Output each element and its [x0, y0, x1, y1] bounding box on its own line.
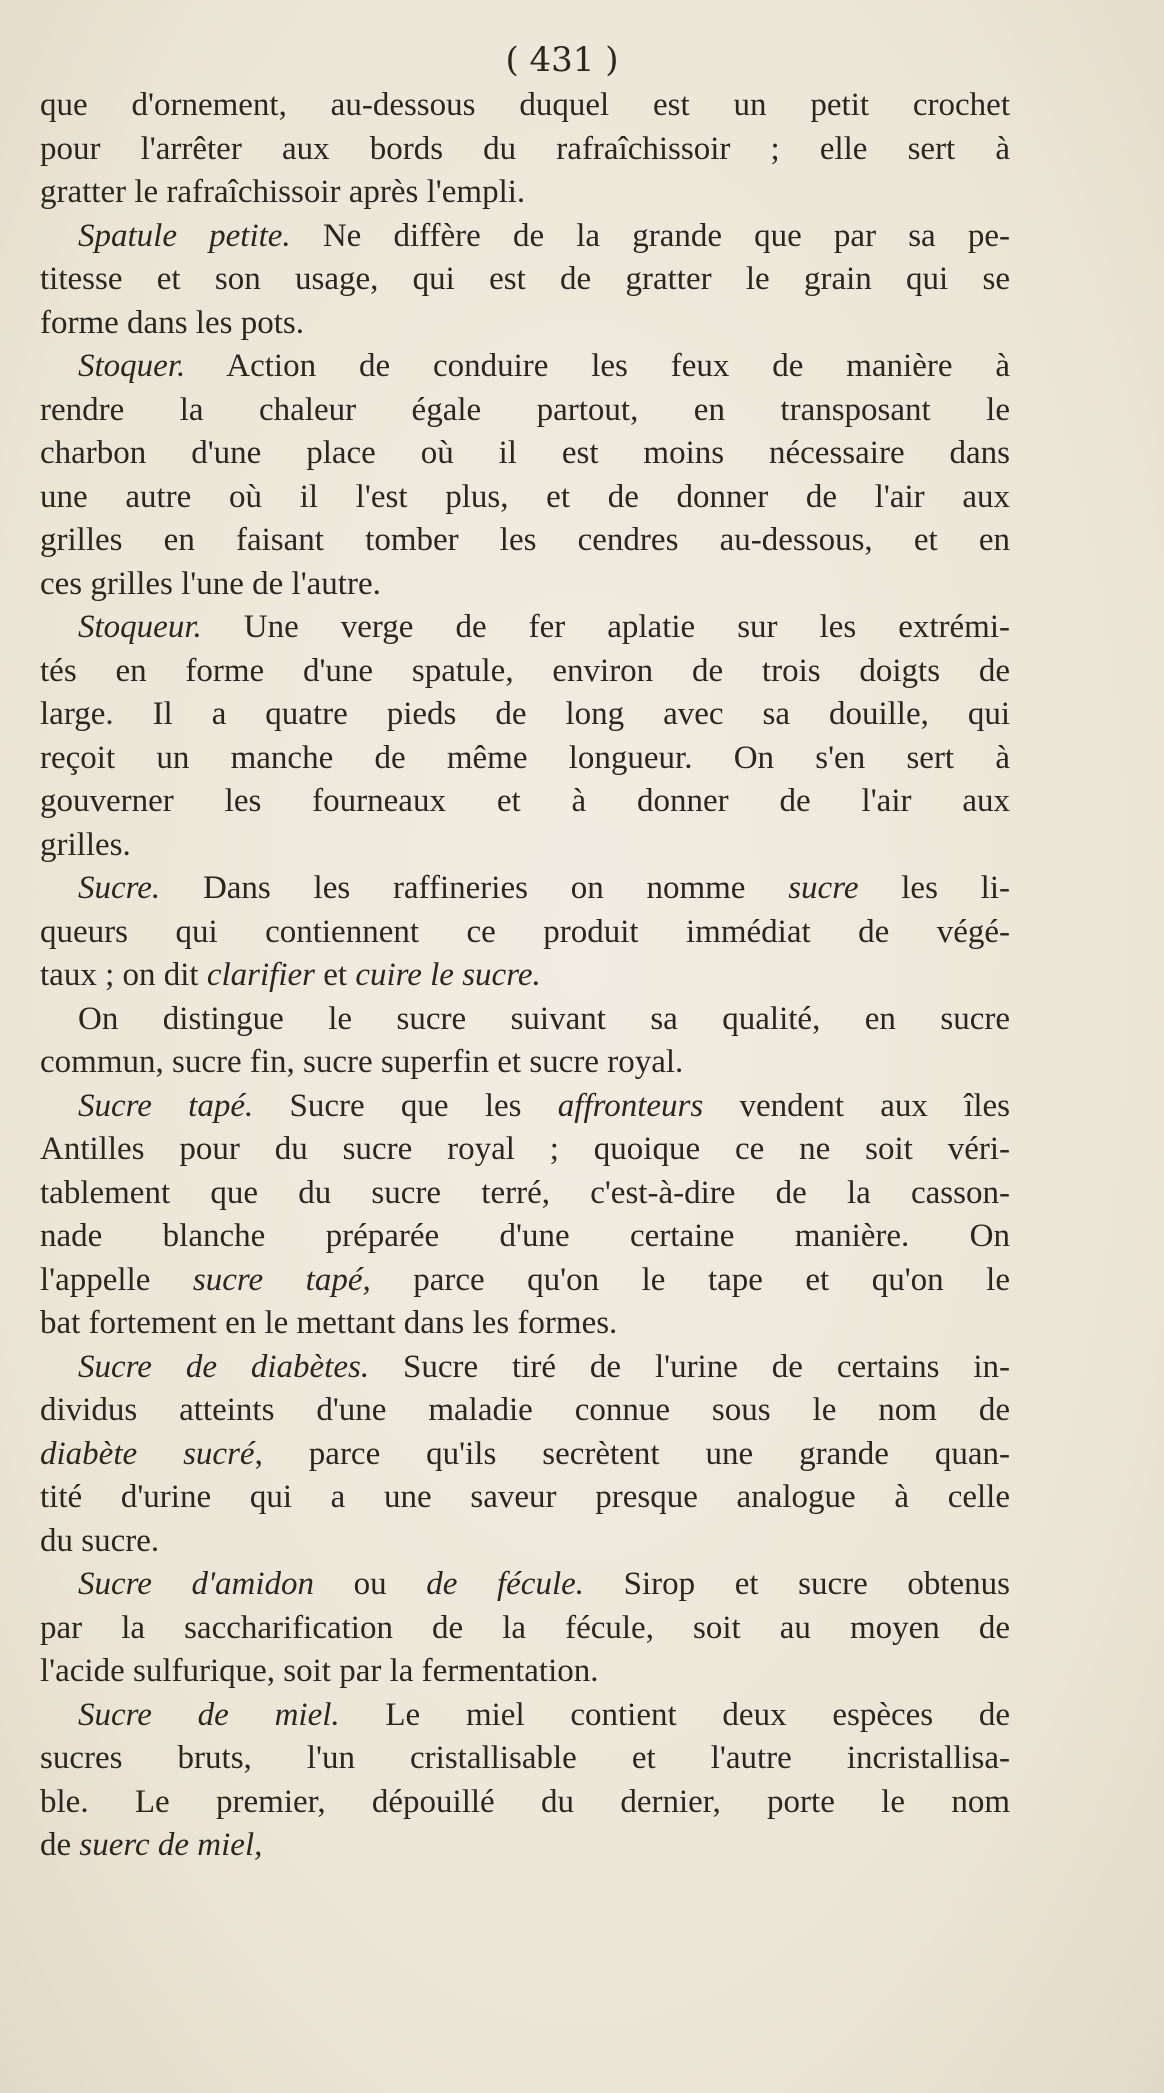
text-run: On distingue le sucre suivant sa qualité, en sucre [78, 1000, 1010, 1037]
text-line [40, 1128, 1010, 1172]
italic-term: de fécule. [426, 1566, 585, 1602]
text-line [40, 780, 1010, 824]
text-run: de [40, 1827, 80, 1863]
text-run: que d'ornement, au-dessous duquel est un petit crochet [40, 87, 1010, 123]
italic-term: Sucre de miel. [78, 1696, 340, 1733]
italic-term: cuire le sucre. [355, 957, 541, 993]
text-line [40, 84, 1010, 128]
text-run: par la saccharification de la fécule, soit au moyen de [40, 1609, 1010, 1646]
text-run: queurs qui contiennent ce produit immédiat de végé- [40, 913, 1010, 950]
text-run: taux ; on dit [40, 957, 207, 993]
text-run: Action de conduire les feux de manière à [185, 348, 1010, 384]
text-line [40, 215, 1010, 259]
text-line [40, 345, 1010, 389]
text-run: rendre la chaleur égale partout, en transposant le [40, 391, 1010, 428]
italic-term: clarifier [206, 957, 315, 993]
text-line [40, 128, 1010, 172]
text-run: charbon d'une place où il est moins nécessaire dans [40, 435, 1010, 471]
text-line [40, 737, 1010, 781]
text-line [40, 1650, 1010, 1694]
text-run: grilles. [40, 826, 131, 863]
text-run: ou [314, 1566, 427, 1602]
text-run: bat fortement en le mettant dans les formes. [40, 1305, 618, 1341]
text-line [40, 954, 1010, 998]
italic-term: diabète sucré [40, 1435, 255, 1472]
page-number: ( 431 ) [505, 40, 619, 80]
text-run: pour l'arrêter aux bords du rafraîchissoir ; elle sert à [40, 130, 1010, 167]
text-line [40, 1389, 1010, 1433]
text-line [40, 1085, 1010, 1129]
italic-term: Stoqueur. [78, 609, 202, 645]
text-line [40, 1172, 1010, 1216]
italic-term: Stoquer. [78, 348, 186, 384]
text-line [40, 1607, 1010, 1651]
text-line [40, 258, 1010, 302]
text-run: une autre où il l'est plus, et de donner de l'air aux [40, 478, 1010, 515]
text-line [40, 432, 1010, 476]
text-run: vendent aux îles [703, 1087, 1010, 1124]
text-run: dividus atteints d'une maladie connue sous le nom de [40, 1392, 1010, 1428]
text-run: reçoit un manche de même longueur. On s'en sert à [40, 739, 1010, 776]
text-run: Une verge de fer aplatie sur les extrémi- [201, 609, 1010, 645]
italic-term: affronteurs [557, 1087, 704, 1124]
text-run: Antilles pour du sucre royal ; quoique ce ne soit véri- [40, 1131, 1010, 1167]
text-line [40, 1346, 1010, 1390]
text-line [40, 1737, 1010, 1781]
text-line [40, 1694, 1010, 1738]
text-line [40, 519, 1010, 563]
text-line [40, 650, 1010, 694]
text-line [40, 693, 1010, 737]
italic-term: suerc de miel, [79, 1827, 263, 1863]
text-run: parce qu'on le tape et qu'on le [370, 1261, 1010, 1298]
text-run: Sucre tiré de l'urine de certains in- [369, 1348, 1010, 1385]
text-run: Le miel contient deux espèces de [339, 1696, 1010, 1733]
text-run: les li- [858, 870, 1010, 906]
italic-term: sucre [788, 870, 859, 906]
text-run: tablement que du sucre terré, c'est-à-dire de la casson- [40, 1174, 1010, 1211]
text-line [40, 867, 1010, 911]
text-line [40, 606, 1010, 650]
text-line [40, 998, 1010, 1042]
text-run: tité d'urine qui a une saveur presque analogue à celle [40, 1479, 1010, 1515]
text-run: Ne diffère de la grande que par sa pe- [290, 217, 1010, 254]
italic-term: Sucre tapé. [78, 1087, 254, 1124]
text-run: Dans les raffineries on nomme [160, 870, 789, 906]
italic-term: Sucre. [78, 870, 161, 906]
text-run: nade blanche préparée d'une certaine manière. On [40, 1218, 1010, 1254]
text-run: gratter le rafraîchissoir après l'empli. [40, 174, 526, 210]
text-run: titesse et son usage, qui est de gratter le grain qui se [40, 261, 1010, 297]
text-line [40, 1302, 1010, 1346]
text-run: et [314, 957, 356, 993]
text-line [40, 911, 1010, 955]
text-run: du sucre. [40, 1522, 160, 1559]
text-line [40, 1041, 1010, 1085]
text-run: grilles en faisant tomber les cendres au-dessous, et en [40, 522, 1010, 558]
text-line [40, 1563, 1010, 1607]
text-line [40, 1215, 1010, 1259]
text-run: tés en forme d'une spatule, environ de trois doigts de [40, 652, 1010, 689]
text-run: large. Il a quatre pieds de long avec sa douille, qui [40, 696, 1010, 732]
text-line [40, 563, 1010, 607]
text-line [40, 824, 1010, 868]
italic-term: Spatule petite. [78, 217, 291, 254]
text-run: sucres bruts, l'un cristallisable et l'autre incristallisa- [40, 1740, 1010, 1776]
text-run: ces grilles l'une de l'autre. [40, 565, 381, 602]
text-line [40, 1520, 1010, 1564]
text-line [40, 1259, 1010, 1303]
text-line [40, 1824, 1010, 1868]
text-run: commun, sucre fin, sucre superfin et sucre royal. [40, 1044, 684, 1080]
text-line [40, 302, 1010, 346]
text-line [40, 476, 1010, 520]
text-run: l'appelle [40, 1261, 193, 1298]
text-run: ble. Le premier, dépouillé du dernier, porte le nom [40, 1783, 1010, 1820]
text-run: Sucre que les [253, 1087, 558, 1124]
text-run: gouverner les fourneaux et à donner de l'air aux [40, 783, 1010, 819]
text-line [40, 171, 1010, 215]
text-line [40, 389, 1010, 433]
italic-term: Sucre d'amidon [78, 1566, 315, 1602]
text-line [40, 1476, 1010, 1520]
body-text [40, 84, 1010, 1868]
italic-term: sucre tapé, [192, 1261, 371, 1298]
text-run: l'acide sulfurique, soit par la fermentation. [40, 1653, 599, 1689]
text-line [40, 1433, 1010, 1477]
text-run: Sirop et sucre obtenus [584, 1566, 1010, 1602]
italic-term: Sucre de diabètes. [78, 1348, 370, 1385]
text-run: , parce qu'ils secrètent une grande quan- [254, 1435, 1010, 1472]
text-run: forme dans les pots. [40, 304, 304, 341]
text-line [40, 1781, 1010, 1825]
